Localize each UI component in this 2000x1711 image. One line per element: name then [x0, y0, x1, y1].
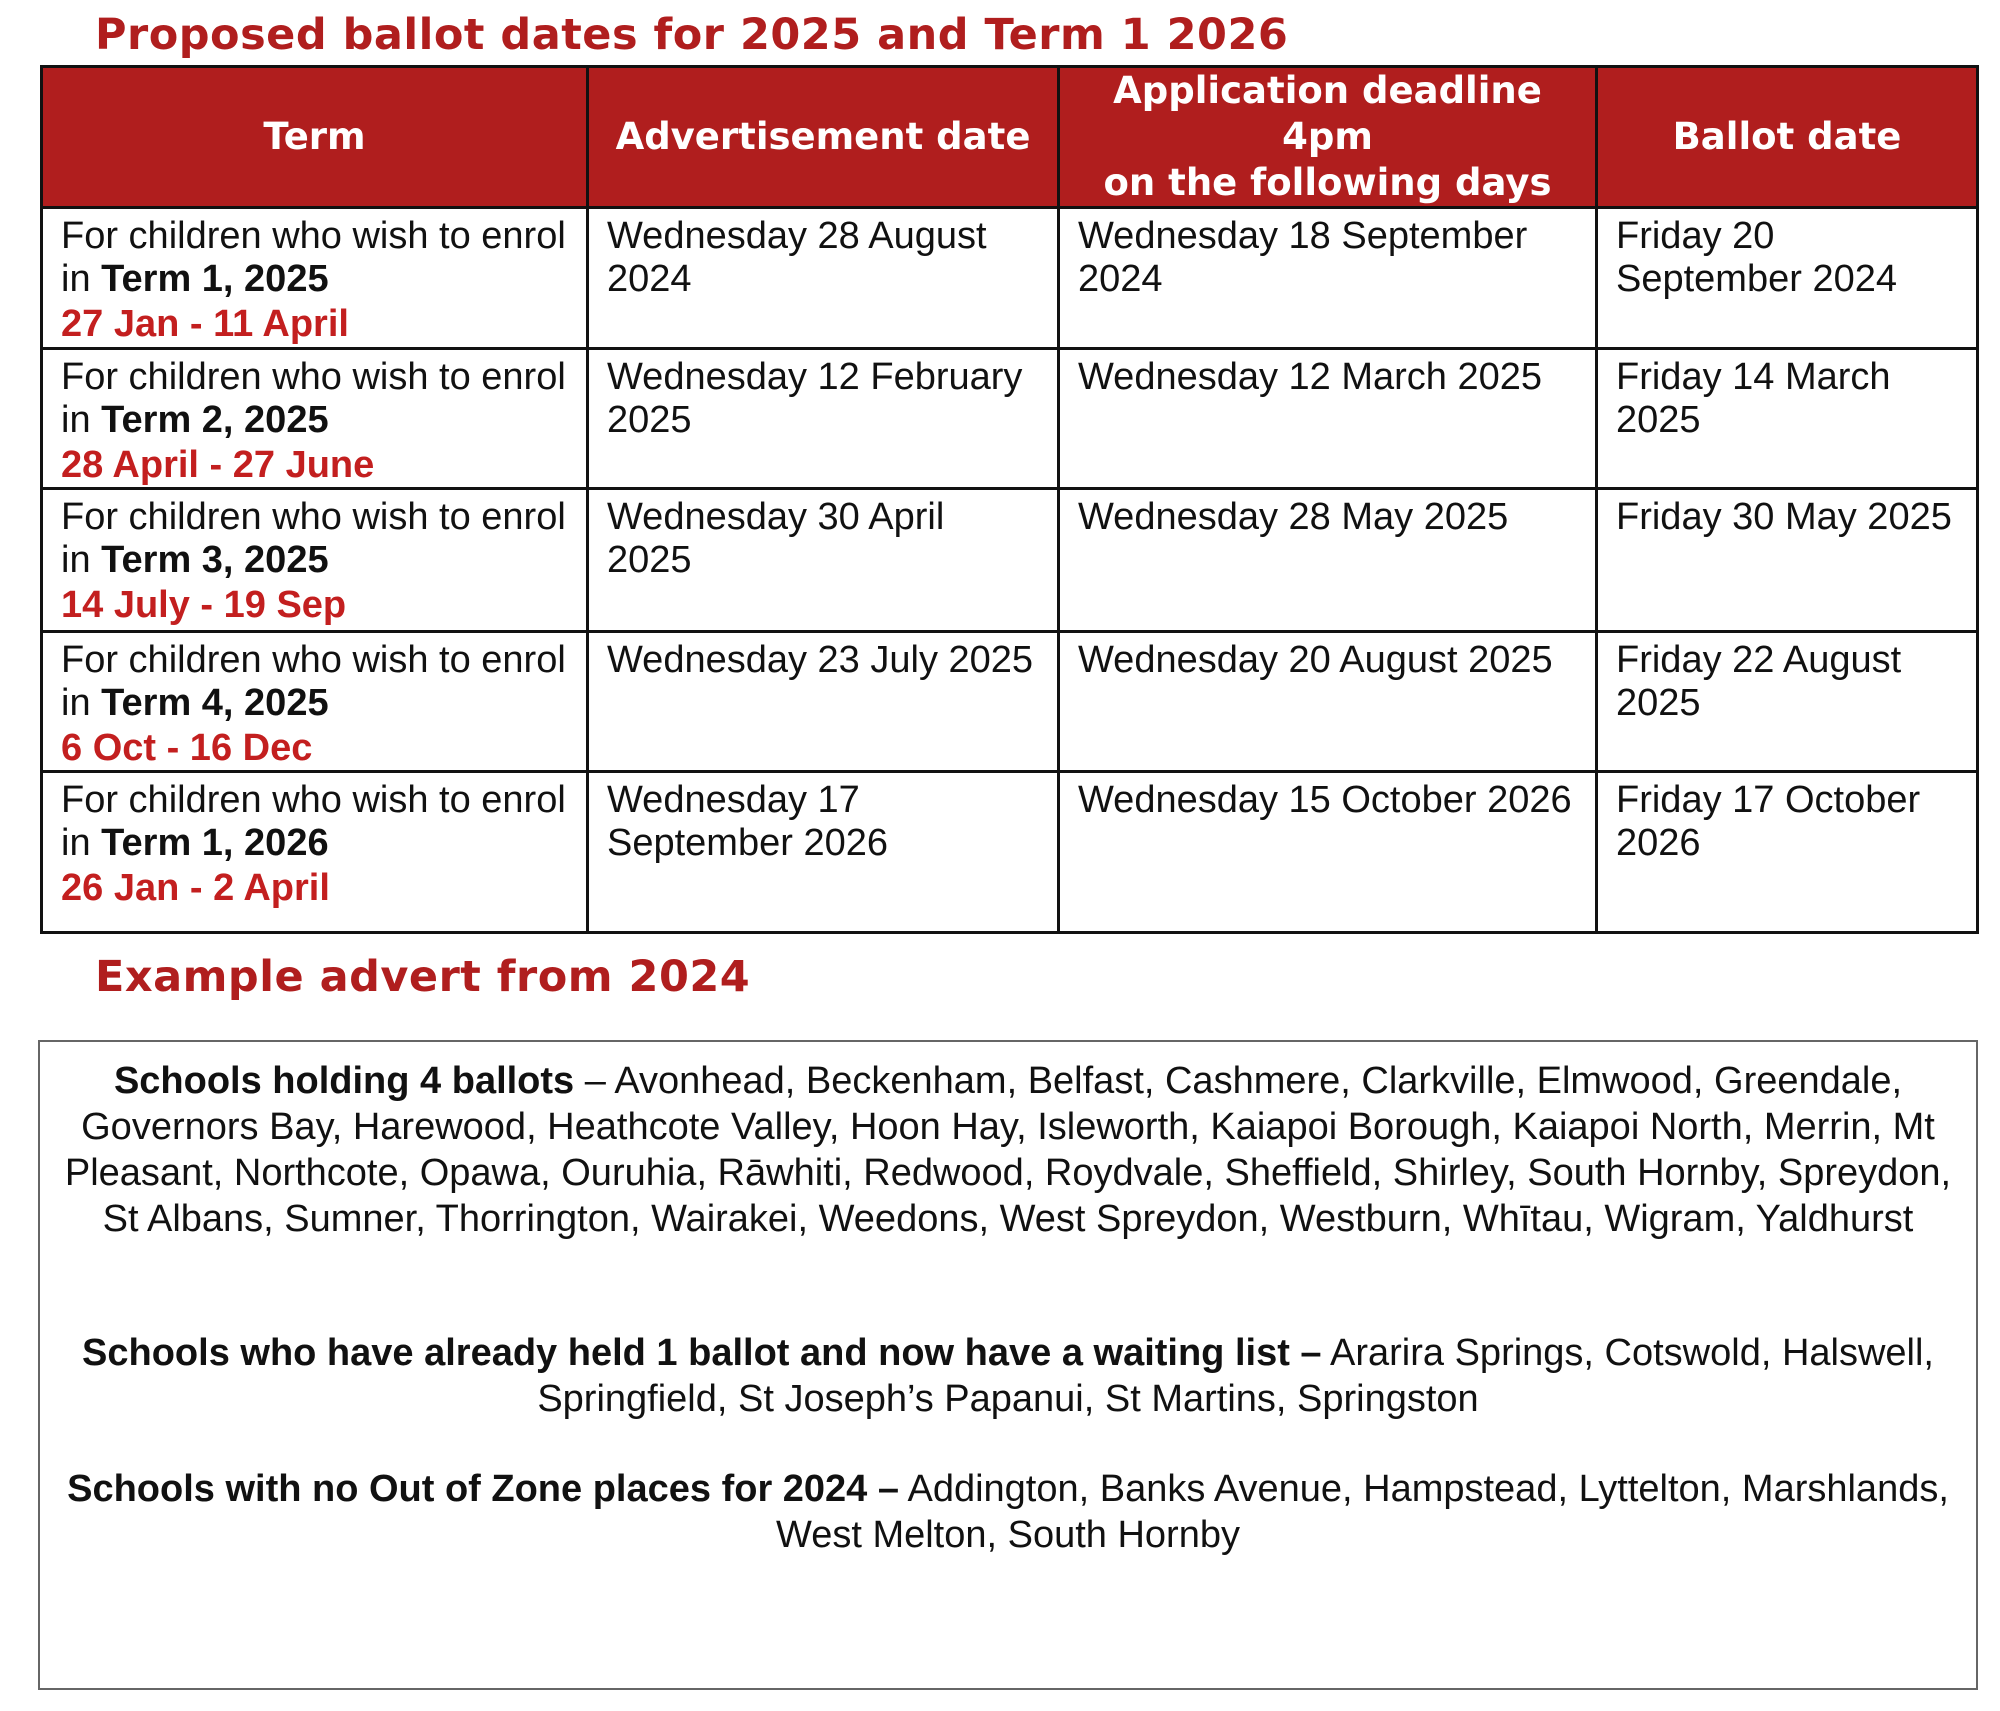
term-cell	[42, 772, 588, 933]
example-advert-box	[38, 1040, 1978, 1690]
header-term: Term	[42, 67, 588, 208]
header-application-deadline	[1059, 67, 1597, 208]
ballot-date-cell: Friday 22 August 2025	[1597, 632, 1978, 772]
deadline-cell: Wednesday 20 August 2025	[1059, 632, 1597, 772]
term-dates: 14 July - 19 Sep	[61, 584, 347, 626]
deadline-cell: Wednesday 15 October 2026	[1059, 772, 1597, 933]
term-name: Term 3, 2025	[101, 539, 329, 581]
table-header-row	[42, 67, 1978, 208]
waiting-list-paragraph	[40, 1330, 1976, 1422]
deadline-cell: Wednesday 18 September 2024	[1059, 208, 1597, 349]
term-name: Term 2, 2025	[101, 399, 329, 441]
term-name: Term 1, 2025	[101, 258, 329, 300]
ballot-date-cell: Friday 14 March 2025	[1597, 349, 1978, 489]
term-prefix: For children who wish to enrol in	[61, 215, 566, 300]
term-cell	[42, 208, 588, 349]
ballot-date-cell: Friday 30 May 2025	[1597, 489, 1978, 632]
table-row	[42, 489, 1978, 632]
four-ballots-label: Schools holding 4 ballots	[113, 1060, 575, 1102]
table-row	[42, 349, 1978, 489]
header-advertisement-date: Advertisement date	[588, 67, 1059, 208]
term-name: Term 4, 2025	[101, 682, 329, 724]
table-row	[42, 208, 1978, 349]
advertisement-date-cell: Wednesday 30 April 2025	[588, 489, 1059, 632]
no-places-label: Schools with no Out of Zone places for 2024 –	[67, 1468, 900, 1510]
term-cell	[42, 349, 588, 489]
ballot-date-cell: Friday 20 September 2024	[1597, 208, 1978, 349]
term-cell	[42, 632, 588, 772]
deadline-cell: Wednesday 12 March 2025	[1059, 349, 1597, 489]
example-advert-heading: Example advert from 2024	[95, 952, 751, 1002]
term-dates: 27 Jan - 11 April	[61, 303, 349, 345]
header-ballot-date: Ballot date	[1597, 67, 1978, 208]
advertisement-date-cell: Wednesday 28 August 2024	[588, 208, 1059, 349]
term-cell	[42, 489, 588, 632]
advertisement-date-cell: Wednesday 17 September 2026	[588, 772, 1059, 933]
deadline-cell: Wednesday 28 May 2025	[1059, 489, 1597, 632]
table-row	[42, 632, 1978, 772]
table-row	[42, 772, 1978, 933]
term-dates: 28 April - 27 June	[61, 444, 375, 486]
no-places-paragraph	[40, 1466, 1976, 1558]
ballot-dates-table	[40, 65, 1979, 934]
header-deadline-line1: Application deadline 4pm	[1113, 69, 1542, 158]
ballot-date-cell: Friday 17 October 2026	[1597, 772, 1978, 933]
term-name: Term 1, 2026	[101, 822, 329, 864]
header-deadline-line2: on the following days	[1103, 161, 1552, 204]
waiting-list-schools: Ararira Springs, Cotswold, Halswell, Springfield, St Joseph’s Papanui, St Martins, Springston	[537, 1332, 1934, 1420]
proposed-dates-heading: Proposed ballot dates for 2025 and Term 1 2026	[95, 10, 1289, 60]
advertisement-date-cell: Wednesday 23 July 2025	[588, 632, 1059, 772]
term-prefix: For children who wish to enrol in	[61, 779, 566, 864]
term-prefix: For children who wish to enrol in	[61, 639, 566, 724]
term-dates: 6 Oct - 16 Dec	[61, 727, 313, 769]
term-prefix: For children who wish to enrol in	[61, 496, 566, 581]
four-ballots-schools: – Avonhead, Beckenham, Belfast, Cashmere, Clarkville, Elmwood, Greendale, Governors Bay, Harewood, Heathcote Valley, Hoon Hay, Isleworth, Kaiapoi Borough, Kaiapoi North, Merrin, Mt Pleasant, Northcote, Opawa, Ouruhia, Rāwhiti, Redwood, Roydvale, Sheffield, Shirley, South Hornby, Spreydon, St Albans, Sumner, Thorrington, Wairakei, Weedons, West Spreydon, Westburn, Whītau, Wigram, Yaldhurst	[64, 1060, 1952, 1240]
term-dates: 26 Jan - 2 April	[61, 867, 330, 909]
term-prefix: For children who wish to enrol in	[61, 356, 566, 441]
no-places-schools: Addington, Banks Avenue, Hampstead, Lyttelton, Marshlands, West Melton, South Hornby	[776, 1468, 1949, 1556]
four-ballots-paragraph	[40, 1058, 1976, 1242]
waiting-list-label: Schools who have already held 1 ballot and now have a waiting list –	[82, 1332, 1322, 1374]
advertisement-date-cell: Wednesday 12 February 2025	[588, 349, 1059, 489]
